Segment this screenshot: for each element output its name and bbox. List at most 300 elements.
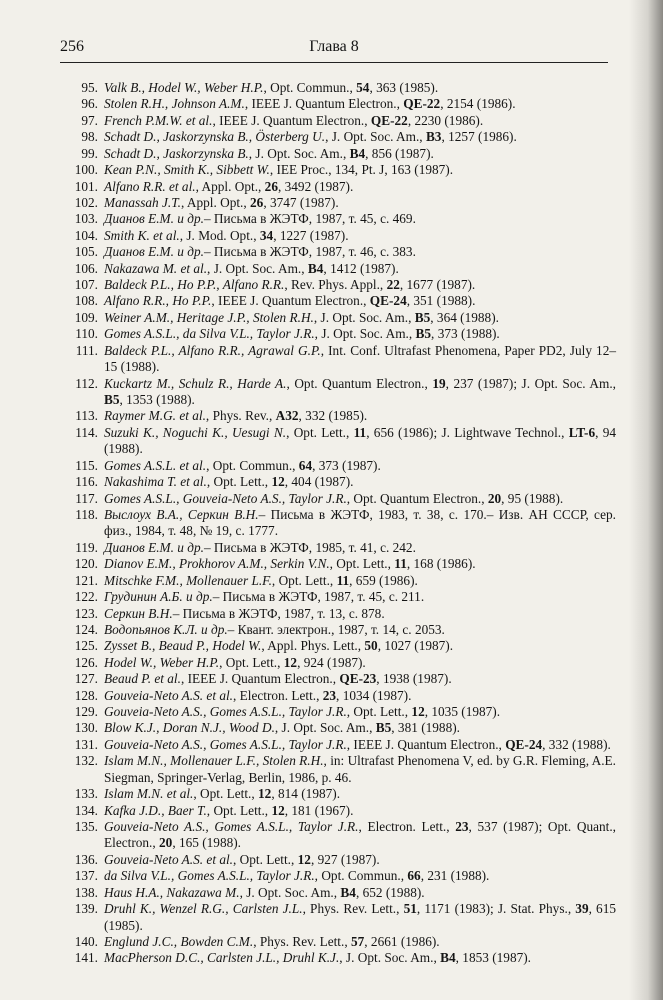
reference-volume: 66 (407, 868, 421, 884)
reference-authors: Дианов Е.М. и др. (104, 211, 204, 227)
reference-source: – Письма в ЖЭТФ, 1987, т. 46, с. 383. (203, 244, 416, 260)
reference-text (104, 326, 616, 342)
reference-source: , 231 (1988). (420, 868, 490, 884)
reference-source: , Opt. Commun., (263, 80, 357, 95)
reference-authors: Alfano R.R., Ho P.P. (104, 293, 212, 309)
reference-source: , 927 (1987). (310, 851, 380, 867)
reference-number: 137. (74, 868, 98, 884)
reference-volume: 19 (432, 375, 446, 391)
reference-text (104, 343, 616, 376)
reference-source: , 332 (1985). (298, 408, 368, 424)
reference-authors: Выслоух В.А., Серкин В.Н. (104, 506, 259, 522)
reference-source: , 1171 (1983); J. Stat. Phys., (416, 901, 576, 917)
reference-item (60, 868, 616, 884)
reference-authors: Dianov E.M., Prokhorov A.M., Serkin V.N. (104, 556, 330, 572)
reference-text (104, 277, 616, 293)
reference-source: , IEEE J. Quantum Electron., (212, 112, 371, 128)
reference-source: , 1412 (1987). (323, 260, 399, 276)
reference-volume: LT-6 (568, 424, 596, 440)
reference-authors: Zysset B., Beaud P., Hodel W. (104, 638, 262, 654)
reference-authors: Gouveia-Neto A.S., Gomes A.S.L., Taylor J.R. (104, 704, 347, 720)
reference-item (60, 720, 616, 736)
reference-source: , Opt. Lett., (329, 556, 395, 572)
reference-number: 111. (75, 342, 98, 358)
reference-item (60, 293, 616, 309)
reference-item (60, 343, 616, 376)
reference-volume: B4 (340, 884, 356, 900)
reference-authors: Baldeck P.L., Ho P.P., Alfano R.R. (104, 277, 285, 293)
reference-source: , 237 (1987); J. Opt. Soc. Am., (445, 375, 616, 391)
reference-text (104, 376, 616, 409)
reference-number: 138. (74, 884, 98, 900)
reference-volume: 12 (271, 474, 285, 490)
reference-number: 97. (81, 112, 98, 128)
reference-volume: 11 (336, 572, 350, 588)
reference-number: 113. (75, 408, 98, 424)
reference-source: , 373 (1988). (431, 326, 500, 342)
reference-volume: 11 (394, 556, 407, 572)
reference-volume: 23 (455, 818, 469, 834)
reference-item (60, 556, 616, 572)
reference-volume: 12 (411, 704, 425, 720)
reference-item (60, 277, 616, 293)
reference-text (104, 885, 616, 901)
reference-source: , Opt. Commun., (314, 868, 408, 884)
reference-number: 133. (74, 786, 98, 802)
reference-authors: Smith K. et al. (104, 227, 180, 243)
reference-source: , 2230 (1986). (407, 112, 484, 128)
reference-source: , Phys. Rev., (205, 408, 276, 424)
reference-text (104, 408, 616, 424)
reference-number: 141. (74, 950, 98, 966)
reference-number: 103. (74, 211, 98, 227)
chapter-title: Глава 8 (309, 38, 359, 55)
reference-item (60, 573, 616, 589)
reference-item (60, 638, 616, 654)
reference-volume: 12 (297, 851, 311, 867)
reference-item (60, 408, 616, 424)
reference-source: , IEEE J. Quantum Electron., (180, 671, 340, 687)
reference-item (60, 162, 616, 178)
reference-number: 104. (74, 227, 98, 243)
reference-authors: Mitschke F.M., Mollenauer L.F. (104, 572, 272, 588)
reference-source: , Electron. Lett., (233, 687, 323, 703)
reference-authors: da Silva V.L., Gomes A.S.L., Taylor J.R. (104, 868, 315, 884)
reference-volume: 11 (353, 424, 367, 440)
reference-volume: 51 (403, 901, 417, 917)
reference-source: , 1035 (1987). (424, 704, 501, 720)
reference-source: , 652 (1988). (355, 884, 425, 900)
reference-source: , Opt. Lett., (206, 474, 272, 490)
reference-authors: Islam M.N. et al. (104, 786, 194, 802)
reference-source: , J. Opt. Soc. Am., (274, 720, 376, 736)
reference-text (104, 622, 616, 638)
reference-volume: QE-24 (505, 736, 543, 752)
reference-authors: Manassah J.T. (104, 194, 181, 210)
reference-source: , 404 (1987). (284, 474, 354, 490)
reference-number: 119. (75, 539, 98, 555)
reference-number: 120. (74, 556, 98, 572)
reference-item (60, 819, 616, 852)
reference-item (60, 606, 616, 622)
reference-text (104, 474, 616, 490)
reference-authors: Schadt D., Jaskorzynska B. (104, 145, 249, 161)
reference-number: 102. (74, 194, 98, 210)
reference-source: , Opt. Commun., (206, 457, 299, 473)
reference-source: , in: Ultrafast Phenomena V, ed. by G.R. Fleming, A.E. Siegman, Springer-Verlag, Berlin, 1986, p. 46. (104, 753, 616, 785)
reference-item (60, 195, 616, 211)
reference-source: , IEEE J. Quantum Electron., (244, 96, 404, 112)
reference-source: , Appl. Phys. Lett., (261, 638, 365, 654)
reference-number: 100. (74, 162, 98, 178)
reference-source: , 1027 (1987). (377, 638, 454, 654)
reference-number: 123. (74, 605, 98, 621)
reference-authors: Gomes A.S.L., Gouveia-Neto A.S., Taylor J.R. (104, 490, 347, 506)
reference-source: , 537 (1987); Opt. Quant., Electron., (104, 818, 617, 851)
reference-volume: QE-22 (370, 112, 408, 128)
reference-source: , 1938 (1987). (376, 671, 452, 687)
reference-volume: 12 (271, 802, 285, 818)
reference-source: , IEEE J. Quantum Electron., (346, 736, 506, 752)
page-number: 256 (60, 38, 84, 55)
reference-number: 130. (74, 720, 98, 736)
reference-source: , 165 (1988). (172, 835, 242, 851)
reference-authors: Blow K.J., Doran N.J., Wood D. (104, 720, 275, 736)
reference-number: 96. (81, 96, 98, 112)
reference-source: – Письма в ЖЭТФ, 1987, т. 45, с. 211. (212, 589, 425, 605)
reference-authors: Nakazawa M. et al. (104, 260, 208, 276)
reference-text (104, 540, 616, 556)
reference-text (104, 704, 616, 720)
reference-number: 136. (74, 851, 98, 867)
reference-authors: Gouveia-Neto A.S., Gomes A.S.L., Taylor J.R. (104, 818, 359, 834)
reference-source: , J. Opt. Soc. Am., (239, 884, 341, 900)
reference-source: , Appl. Opt., (180, 194, 251, 210)
reference-number: 131. (74, 736, 98, 752)
page-header (60, 38, 608, 62)
reference-source: , Electron. Lett., (358, 818, 456, 834)
reference-source: , 1353 (1988). (119, 392, 195, 408)
reference-volume: 57 (350, 933, 365, 949)
reference-number: 101. (74, 178, 98, 194)
reference-source: , Opt. Lett., (233, 851, 298, 867)
reference-authors: Haus H.A., Nakazawa M. (104, 884, 240, 900)
reference-authors: Gomes A.S.L., da Silva V.L., Taylor J.R. (104, 326, 315, 342)
reference-number: 135. (74, 818, 98, 834)
reference-authors: Beaud P. et al. (104, 671, 181, 687)
reference-volume: B5 (414, 309, 431, 325)
reference-authors: Gouveia-Neto A.S. et al. (104, 851, 234, 867)
reference-text (104, 162, 616, 178)
reference-item (60, 376, 616, 409)
reference-authors: Дианов Е.М. и др. (104, 244, 204, 260)
reference-volume: B5 (415, 326, 432, 342)
reference-item (60, 671, 616, 687)
reference-item (60, 688, 616, 704)
reference-authors: Kafka J.D., Baer T. (104, 802, 207, 818)
reference-authors: Suzuki K., Noguchi K., Uesugi N. (104, 424, 287, 440)
reference-text (104, 80, 616, 96)
reference-source: – Письма в ЖЭТФ, 1983, т. 38, с. 170.– Изв. АН СССР, сер. физ., 1984, т. 48, № 19, с. 1777. (104, 506, 616, 539)
reference-source: – Письма в ЖЭТФ, 1985, т. 41, с. 242. (203, 539, 416, 555)
reference-text (104, 852, 616, 868)
reference-authors: Raymer M.G. et al. (104, 408, 206, 424)
reference-authors: Islam M.N., Mollenauer L.F., Stolen R.H. (104, 753, 324, 769)
reference-number: 95. (81, 80, 98, 95)
reference-authors: Kean P.N., Smith K., Sibbett W. (104, 162, 270, 178)
reference-volume: QE-24 (369, 293, 407, 309)
reference-source: , Opt. Lett., (193, 786, 259, 802)
reference-source: , 924 (1987). (297, 654, 366, 670)
page-edge-shadow (629, 0, 663, 1000)
reference-number: 134. (74, 802, 98, 818)
reference-volume: A32 (275, 408, 299, 424)
reference-item (60, 326, 616, 342)
reference-source: , Opt. Quantum Electron., (346, 490, 488, 506)
reference-volume: B4 (440, 950, 456, 966)
reference-volume: B5 (104, 392, 120, 408)
reference-source: , 95 (1988). (501, 490, 564, 506)
reference-source: , J. Opt. Soc. Am., (325, 129, 426, 145)
reference-volume: 26 (264, 178, 278, 194)
reference-item (60, 179, 616, 195)
reference-number: 127. (74, 671, 98, 687)
reference-source: , Opt. Lett., (271, 572, 337, 588)
reference-volume: QE-23 (339, 671, 377, 687)
reference-item (60, 934, 616, 950)
reference-volume: 12 (283, 654, 298, 670)
reference-source: , J. Opt. Soc. Am., (314, 326, 416, 342)
reference-text (104, 638, 616, 654)
reference-list (60, 80, 616, 967)
reference-text (104, 293, 616, 309)
reference-item (60, 589, 616, 605)
reference-source: , 332 (1988). (542, 736, 611, 752)
reference-source: , 2154 (1986). (440, 96, 516, 112)
reference-authors: Gomes A.S.L. et al. (104, 457, 207, 473)
reference-number: 122. (74, 589, 98, 605)
reference-number: 108. (74, 293, 98, 309)
reference-item (60, 244, 616, 260)
reference-source: , 659 (1986). (349, 572, 418, 588)
reference-authors: Kuckartz M., Schulz R., Harde A. (104, 375, 287, 391)
reference-volume: 20 (159, 835, 173, 851)
reference-text (104, 950, 616, 966)
reference-number: 124. (74, 621, 98, 637)
reference-text (104, 753, 616, 786)
reference-text (104, 819, 616, 852)
reference-source: , J. Opt. Soc. Am., (339, 950, 441, 966)
reference-volume: 26 (250, 194, 264, 210)
reference-source: , Opt. Lett., (286, 424, 354, 440)
reference-source: , Phys. Rev. Lett., (302, 901, 404, 917)
reference-source: , 168 (1986). (406, 556, 476, 572)
reference-item (60, 753, 616, 786)
reference-source: , J. Opt. Soc. Am., (313, 309, 415, 325)
reference-number: 117. (75, 490, 98, 506)
reference-number: 129. (74, 704, 98, 720)
reference-authors: Водопьянов К.Л. и др. (104, 621, 228, 637)
reference-text (104, 655, 616, 671)
reference-number: 139. (74, 901, 98, 917)
reference-authors: Weiner A.M., Heritage J.P., Stolen R.H. (104, 309, 314, 325)
reference-source: , J. Opt. Soc. Am., (207, 260, 308, 276)
reference-number: 140. (74, 933, 98, 949)
reference-source: , Opt. Quantum Electron., (286, 375, 433, 391)
reference-volume: 64 (298, 457, 313, 473)
reference-volume: 50 (364, 638, 378, 654)
reference-volume: QE-22 (403, 96, 441, 112)
reference-text (104, 556, 616, 572)
reference-authors: Грудинин А.Б. и др. (104, 589, 213, 605)
reference-number: 116. (75, 474, 98, 490)
reference-source: , IEE Proc., 134, Pt. J, 163 (1987). (269, 162, 454, 178)
reference-text (104, 458, 616, 474)
reference-volume: 12 (258, 786, 272, 802)
reference-number: 99. (81, 145, 98, 161)
reference-source: , Phys. Rev. Lett., (253, 933, 351, 949)
reference-number: 112. (75, 375, 98, 391)
reference-text (104, 195, 616, 211)
reference-text (104, 786, 616, 802)
reference-source: , 3747 (1987). (263, 194, 339, 210)
reference-source: , Int. Conf. Ultrafast Phenomena, Paper PD2, July 12–15 (1988). (104, 342, 616, 375)
reference-number: 128. (74, 687, 98, 703)
reference-source: , Opt. Lett., (219, 654, 284, 670)
reference-item (60, 803, 616, 819)
reference-number: 115. (75, 457, 98, 473)
reference-source: , 814 (1987). (271, 786, 341, 802)
reference-volume: 22 (386, 277, 400, 293)
reference-authors: Schadt D., Jaskorzynska B., Österberg U. (104, 129, 326, 145)
reference-text (104, 244, 616, 260)
reference-text (104, 688, 616, 704)
reference-text (104, 868, 616, 884)
reference-number: 126. (74, 654, 98, 670)
reference-volume: 39 (575, 901, 589, 917)
reference-text (104, 491, 616, 507)
reference-source: , 363 (1985). (369, 80, 439, 95)
reference-source: , 856 (1987). (365, 145, 434, 161)
reference-volume: B3 (425, 129, 442, 145)
reference-source: , 1677 (1987). (399, 277, 476, 293)
reference-authors: Stolen R.H., Johnson A.M. (104, 96, 245, 112)
reference-number: 125. (74, 638, 98, 654)
reference-text (104, 211, 616, 227)
header-rule (60, 62, 608, 63)
reference-authors: Valk B., Hodel W., Weber H.P. (104, 80, 264, 95)
reference-source: , 1034 (1987). (336, 687, 412, 703)
reference-source: , 656 (1986); J. Lightwave Technol., (366, 424, 569, 440)
reference-item (60, 113, 616, 129)
reference-number: 106. (74, 260, 98, 276)
reference-item (60, 474, 616, 490)
reference-item (60, 425, 616, 458)
reference-item (60, 146, 616, 162)
reference-item (60, 950, 616, 966)
reference-authors: Nakashima T. et al. (104, 474, 207, 490)
reference-text (104, 573, 616, 589)
reference-volume: 23 (322, 687, 337, 703)
reference-number: 105. (74, 244, 98, 260)
reference-source: – Квант. электрон., 1987, т. 14, с. 2053. (227, 621, 445, 637)
reference-number: 110. (75, 326, 98, 342)
reference-source: , 351 (1988). (406, 293, 476, 309)
reference-item (60, 704, 616, 720)
reference-text (104, 179, 616, 195)
reference-source: , Appl. Opt., (195, 178, 265, 194)
reference-item (60, 261, 616, 277)
reference-text (104, 425, 616, 458)
reference-text (104, 228, 616, 244)
reference-volume: B5 (375, 720, 392, 736)
reference-text (104, 606, 616, 622)
reference-text (104, 737, 616, 753)
reference-item (60, 885, 616, 901)
reference-text (104, 720, 616, 736)
reference-authors: Englund J.C., Bowden C.M. (104, 933, 254, 949)
reference-item (60, 491, 616, 507)
reference-text (104, 934, 616, 950)
reference-source: , 381 (1988). (391, 720, 460, 736)
reference-item (60, 96, 616, 112)
reference-item (60, 129, 616, 145)
reference-number: 132. (74, 753, 98, 769)
reference-authors: Baldeck P.L., Alfano R.R., Agrawal G.P. (104, 342, 321, 358)
reference-source: , 3492 (1987). (277, 178, 354, 194)
reference-item (60, 211, 616, 227)
reference-volume: B4 (307, 260, 324, 276)
reference-number: 98. (81, 129, 98, 145)
reference-authors: Gouveia-Neto A.S. et al. (104, 687, 234, 703)
reference-volume: 54 (356, 80, 370, 95)
reference-source: , J. Mod. Opt., (179, 227, 260, 243)
reference-source: – Письма в ЖЭТФ, 1987, т. 13, с. 878. (172, 605, 385, 621)
reference-authors: Серкин В.Н. (104, 605, 173, 621)
reference-text (104, 901, 616, 934)
reference-item (60, 310, 616, 326)
reference-volume: B4 (349, 145, 366, 161)
reference-authors: Hodel W., Weber H.P. (104, 654, 220, 670)
reference-authors: French P.M.W. et al. (104, 112, 213, 128)
reference-authors: Alfano R.R. et al. (104, 178, 196, 194)
reference-item (60, 80, 616, 96)
reference-authors: MacPherson D.C., Carlsten J.L., Druhl K.J. (104, 950, 340, 966)
reference-number: 121. (74, 572, 98, 588)
reference-source: , Opt. Lett., (346, 704, 412, 720)
reference-item (60, 622, 616, 638)
reference-volume: 34 (259, 227, 274, 243)
reference-source: , 181 (1967). (284, 802, 354, 818)
reference-item (60, 458, 616, 474)
reference-item (60, 507, 616, 540)
reference-item (60, 786, 616, 802)
reference-source: , IEEE J. Quantum Electron., (211, 293, 370, 309)
reference-text (104, 96, 616, 112)
reference-text (104, 310, 616, 326)
reference-source: , 94 (1988). (104, 424, 616, 457)
reference-source: , 1257 (1986). (441, 129, 517, 145)
reference-source: , Rev. Phys. Appl., (284, 277, 387, 293)
reference-number: 107. (74, 277, 98, 293)
reference-item (60, 655, 616, 671)
reference-source: , 1227 (1987). (273, 227, 349, 243)
reference-source: , Opt. Lett., (206, 802, 272, 818)
reference-text (104, 507, 616, 540)
reference-text (104, 589, 616, 605)
reference-volume: 20 (487, 490, 502, 506)
reference-authors: Дианов Е.М. и др. (104, 539, 204, 555)
